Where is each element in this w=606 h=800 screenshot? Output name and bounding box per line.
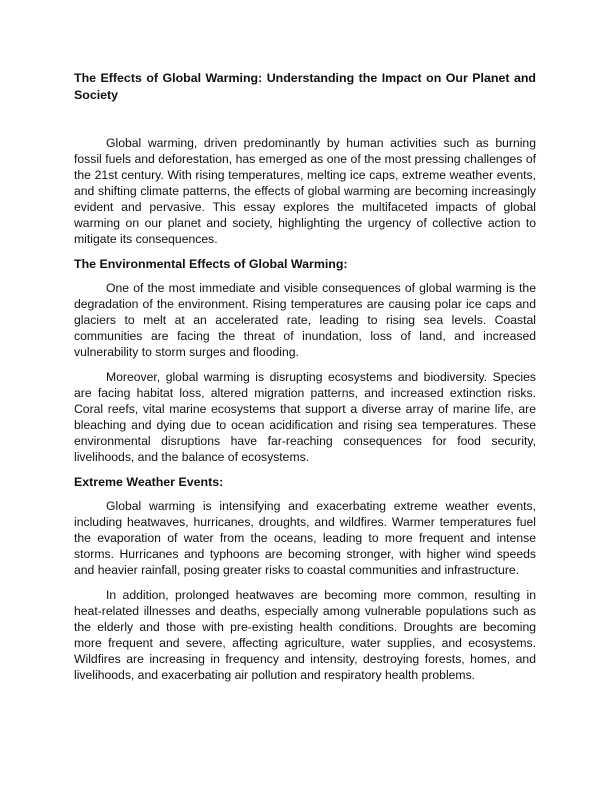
document-body [74, 70, 536, 683]
environmental-paragraph-2: Moreover, global warming is disrupting ecosystems and biodiversity. Species are facing habitat loss, altered migration patterns, and increased extinction risks. Coral reefs, vital marine ecosystems that support a diverse array of marine life, are bleaching and dying due to ocean acidification and rising sea temperatures. These environmental disruptions have far-reaching consequences for food security, livelihoods, and the balance of ecosystems. [74, 370, 536, 464]
environmental-paragraph-1: One of the most immediate and visible consequences of global warming is the degradation of the environment. Rising temperatures are causing polar ice caps and glaciers to melt at an accelerated rate, leading to rising sea levels. Coastal communities are facing the threat of inundation, loss of land, and increased vulnerability to storm surges and flooding. [74, 281, 536, 359]
intro-paragraph: Global warming, driven predominantly by human activities such as burning fossil fuels and deforestation, has emerged as one of the most pressing challenges of the 21st century. With rising temperatures, melting ice caps, extreme weather events, and shifting climate patterns, the effects of global warming are becoming increasingly evident and pervasive. This essay explores the multifaceted impacts of global warming on our planet and society, highlighting the urgency of collective action to mitigate its consequences. [74, 136, 536, 246]
extreme-weather-paragraph-1: Global warming is intensifying and exacerbating extreme weather events, including heatwaves, hurricanes, droughts, and wildfires. Warmer temperatures fuel the evaporation of water from the oceans, leading to more frequent and intense storms. Hurricanes and typhoons are becoming stronger, with higher wind speeds and heavier rainfall, posing greater risks to coastal communities and infrastructure. [74, 499, 536, 577]
extreme-weather-paragraph-2: In addition, prolonged heatwaves are becoming more common, resulting in heat-related illnesses and deaths, especially among vulnerable populations such as the elderly and those with pre-existing health conditions. Droughts are becoming more frequent and severe, affecting agriculture, water supplies, and ecosystems. Wildfires are increasing in frequency and intensity, destroying forests, homes, and livelihoods, and exacerbating air pollution and respiratory health problems. [74, 588, 536, 682]
section-heading-extreme-weather: Extreme Weather Events: [74, 475, 224, 489]
document-title: The Effects of Global Warming: Understanding the Impact on Our Planet and Society [74, 71, 536, 102]
section-heading-environmental: The Environmental Effects of Global Warming: [74, 257, 348, 271]
